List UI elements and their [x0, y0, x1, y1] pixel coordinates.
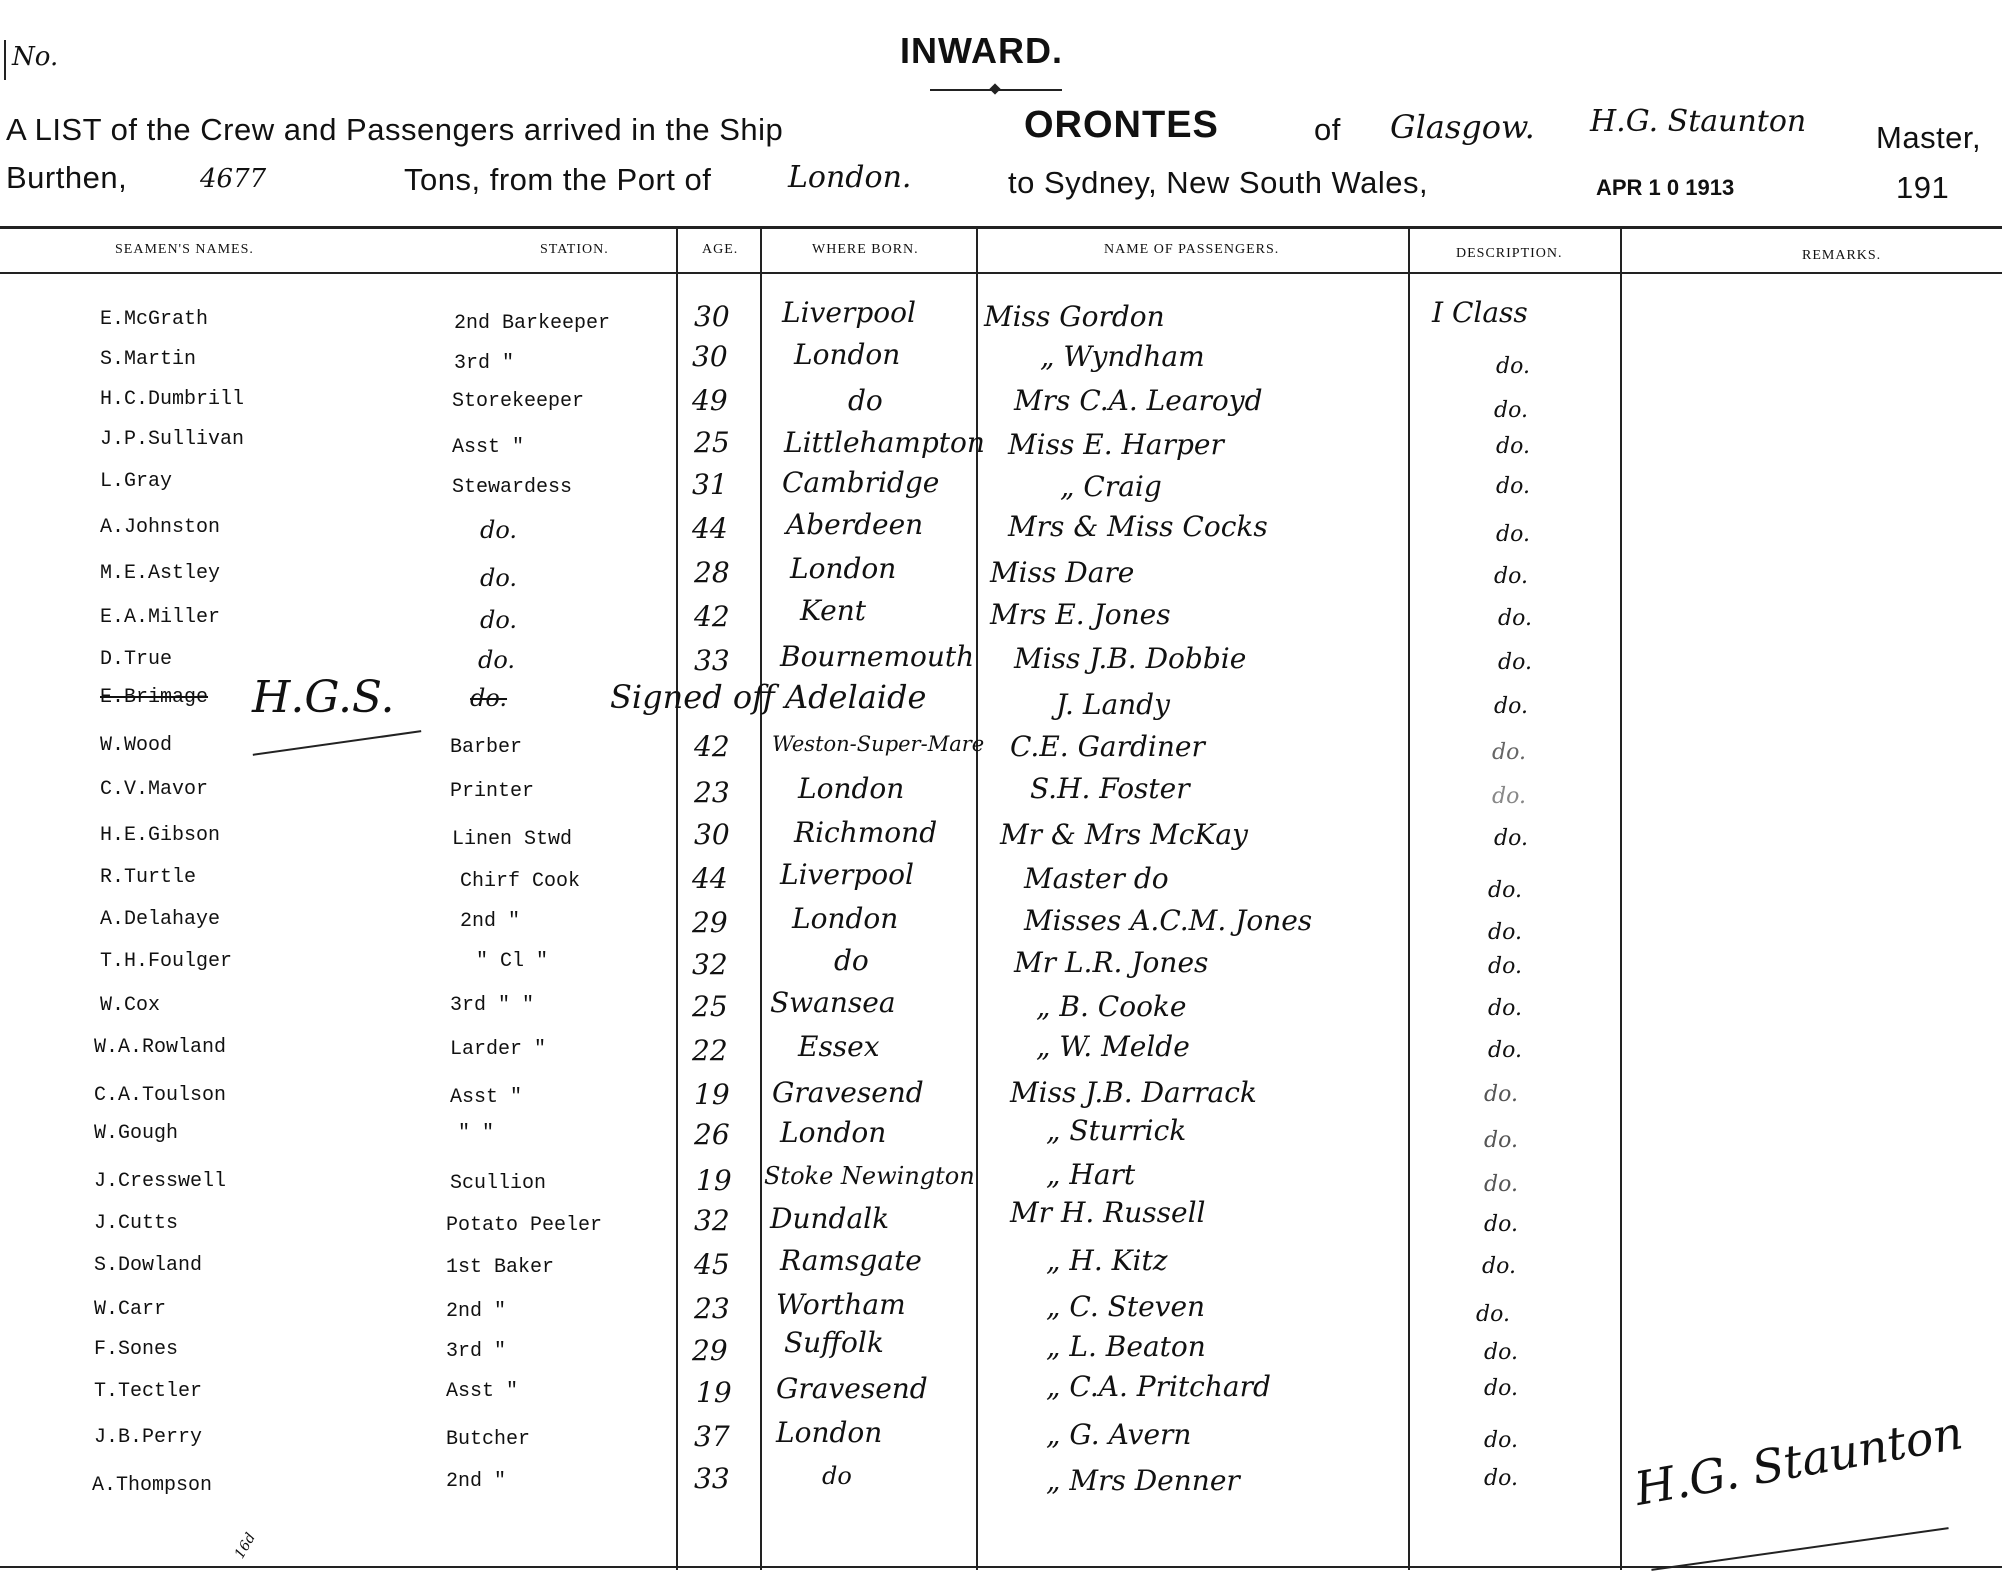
seaman-name: J.B.Perry [94, 1426, 203, 1449]
age: 44 [692, 512, 728, 545]
passenger-name: „ C.A. Pritchard [1046, 1370, 1271, 1403]
passenger-name: „ G. Avern [1046, 1418, 1192, 1451]
age: 42 [694, 730, 730, 763]
station: Scullion [450, 1172, 547, 1195]
birthplace: Weston-Super-Mare [772, 732, 985, 756]
station: 1st Baker [446, 1256, 555, 1279]
description: do. [1494, 398, 1528, 423]
column-header-passengers: NAME OF PASSENGERS. [1104, 242, 1280, 257]
age: 30 [692, 340, 728, 373]
station: Larder " [450, 1038, 547, 1061]
birthplace: London [776, 1416, 883, 1449]
age: 22 [692, 1034, 728, 1067]
age: 33 [694, 644, 730, 677]
description: do. [1484, 1212, 1518, 1237]
passenger-name: Master do [1024, 862, 1169, 895]
description: do. [1484, 1172, 1518, 1197]
description: do. [1482, 1254, 1516, 1279]
seaman-name: C.A.Toulson [94, 1084, 227, 1107]
age: 33 [694, 1462, 730, 1495]
master-label: Master, [1876, 120, 1982, 155]
seaman-name: J.Cutts [94, 1212, 179, 1235]
description: do. [1484, 1428, 1518, 1453]
description: I Class [1432, 296, 1528, 329]
age: 25 [692, 990, 728, 1023]
list-heading: A LIST of the Crew and Passengers arrived in the Ship [6, 112, 784, 147]
station: " Cl " [476, 950, 549, 973]
table-top-rule [0, 226, 2002, 229]
passenger-name: Mr H. Russell [1010, 1196, 1206, 1229]
age: 45 [694, 1248, 730, 1281]
column-header-description: DESCRIPTION. [1456, 246, 1563, 261]
description: do. [1488, 920, 1522, 945]
description: do. [1494, 564, 1528, 589]
birthplace: Richmond [794, 816, 938, 849]
master-name: H.G. Staunton [1590, 104, 1807, 139]
age: 42 [694, 600, 730, 633]
station: Barber [450, 736, 523, 759]
age: 44 [692, 862, 728, 895]
station: 2nd Barkeeper [454, 312, 611, 335]
birthplace: Aberdeen [786, 508, 924, 541]
passenger-name: Mrs E. Jones [990, 598, 1171, 631]
description: do. [1494, 694, 1528, 719]
description: do. [1488, 878, 1522, 903]
station: do. [470, 684, 508, 712]
birthplace: do [848, 384, 883, 417]
birthplace: Swansea [770, 986, 896, 1019]
passenger-name: „ Sturrick [1046, 1114, 1187, 1147]
column-header-where-born: WHERE BORN. [812, 242, 919, 257]
burthen-value: 4677 [200, 164, 267, 194]
station: 3rd " " [450, 994, 535, 1017]
seaman-name: C.V.Mavor [100, 778, 209, 801]
birthplace: Wortham [776, 1288, 906, 1321]
passenger-name: „ B. Cooke [1036, 990, 1187, 1023]
description: do. [1488, 996, 1522, 1021]
seaman-name: L.Gray [100, 470, 173, 493]
passenger-name: Miss J.B. Darrack [1010, 1076, 1257, 1109]
seaman-name: T.Tectler [94, 1380, 203, 1403]
passenger-name: Mr L.R. Jones [1014, 946, 1209, 979]
birthplace: London [792, 902, 899, 935]
age: 25 [694, 426, 730, 459]
master-signature: H.G. Staunton [1630, 1405, 1967, 1516]
seaman-name: J.P.Sullivan [100, 428, 245, 451]
column-divider [1408, 227, 1410, 1570]
passenger-name: J. Landy [1056, 688, 1170, 721]
station: do. [480, 606, 518, 634]
description: do. [1496, 474, 1530, 499]
age: 37 [694, 1420, 730, 1453]
seaman-name: W.Wood [100, 734, 173, 757]
birthplace: London [790, 552, 897, 585]
birthplace: Cambridge [782, 466, 940, 499]
age: 49 [692, 384, 728, 417]
passenger-name: „ Mrs Denner [1046, 1464, 1240, 1497]
destination-label: to Sydney, New South Wales, [1008, 165, 1429, 200]
year-prefix: 191 [1896, 170, 1950, 205]
passenger-name: Miss Dare [990, 556, 1135, 589]
title-rule-diamond [989, 83, 1000, 94]
margin-rule [4, 40, 6, 80]
description: do. [1484, 1128, 1518, 1153]
seaman-name: W.Cox [100, 994, 161, 1017]
description: do. [1494, 826, 1528, 851]
age: 19 [696, 1164, 732, 1197]
station: Printer [450, 780, 535, 803]
description: do. [1496, 354, 1530, 379]
age: 19 [696, 1376, 732, 1409]
station: Stewardess [452, 476, 573, 499]
seaman-name: E.McGrath [100, 308, 209, 331]
passenger-name: „ Hart [1046, 1158, 1136, 1191]
description: do. [1488, 1038, 1522, 1063]
passenger-name: Misses A.C.M. Jones [1024, 904, 1313, 937]
birthplace: Stoke Newington [764, 1162, 975, 1190]
seaman-name: F.Sones [94, 1338, 179, 1361]
initials-signature: H.G.S. [252, 672, 395, 723]
column-divider [760, 227, 762, 1570]
passenger-name: S.H. Foster [1030, 772, 1190, 805]
station: " " [458, 1122, 495, 1145]
passenger-name: Mrs C.A. Learoyd [1014, 384, 1263, 417]
birthplace: Gravesend [776, 1372, 928, 1405]
seaman-name: W.Gough [94, 1122, 179, 1145]
seaman-name: D.True [100, 648, 173, 671]
seaman-name: M.E.Astley [100, 562, 221, 585]
age: 29 [692, 1334, 728, 1367]
age: 30 [694, 818, 730, 851]
age: 31 [692, 468, 728, 501]
station: Asst " [450, 1086, 523, 1109]
station: 2nd " [446, 1300, 507, 1323]
birthplace: Liverpool [780, 858, 914, 891]
station: 2nd " [446, 1470, 507, 1493]
birthplace-note: Signed off Adelaide [610, 678, 927, 716]
table-bottom-rule [0, 1566, 2002, 1568]
footer-mark: 16d [231, 1530, 260, 1562]
port-of-registry: Glasgow. [1390, 108, 1535, 146]
station: do. [480, 516, 518, 544]
ship-name: ORONTES [1024, 104, 1219, 146]
description: do. [1496, 522, 1530, 547]
birthplace: Kent [800, 594, 867, 627]
seaman-name: E.A.Miller [100, 606, 221, 629]
signature-underline [1651, 1527, 1948, 1571]
station: Storekeeper [452, 390, 585, 413]
birthplace: Ramsgate [780, 1244, 922, 1277]
description: do. [1492, 740, 1526, 765]
birthplace: Gravesend [772, 1076, 924, 1109]
passenger-name: Miss J.B. Dobbie [1014, 642, 1247, 675]
column-divider [676, 227, 678, 1570]
description: do. [1496, 434, 1530, 459]
age: 30 [694, 300, 730, 333]
description: do. [1492, 784, 1526, 809]
header-bottom-rule [0, 272, 2002, 274]
birthplace: London [798, 772, 905, 805]
seaman-name: A.Delahaye [100, 908, 221, 931]
birthplace: Littlehampton [784, 426, 985, 459]
birthplace: Liverpool [782, 296, 916, 329]
description: do. [1484, 1466, 1518, 1491]
station: Butcher [446, 1428, 531, 1451]
passenger-name: „ H. Kitz [1046, 1244, 1168, 1277]
station: Potato Peeler [446, 1214, 603, 1237]
seaman-name: H.C.Dumbrill [100, 388, 245, 411]
age: 28 [694, 556, 730, 589]
station: 3rd " [446, 1340, 507, 1363]
age: 23 [694, 1292, 730, 1325]
station: Linen Stwd [452, 828, 573, 851]
column-header-station: STATION. [540, 242, 609, 257]
seaman-name: J.Cresswell [94, 1170, 227, 1193]
birthplace: Dundalk [770, 1202, 890, 1235]
document-title: INWARD. [900, 30, 1063, 71]
date-stamp: APR 1 0 1913 [1596, 175, 1735, 200]
column-header-seamen: SEAMEN'S NAMES. [115, 242, 254, 257]
seaman-name: W.Carr [94, 1298, 167, 1321]
description: do. [1484, 1340, 1518, 1365]
age: 26 [694, 1118, 730, 1151]
description: do. [1476, 1302, 1510, 1327]
column-divider [1620, 227, 1622, 1570]
signature-underline [253, 730, 422, 756]
age: 23 [694, 776, 730, 809]
station: Asst " [446, 1380, 519, 1403]
seaman-name: T.H.Foulger [100, 950, 233, 973]
birthplace: do [834, 944, 869, 977]
seaman-name: A.Johnston [100, 516, 221, 539]
birthplace: Suffolk [784, 1326, 884, 1359]
description: do. [1484, 1082, 1518, 1107]
column-header-remarks: REMARKS. [1802, 248, 1882, 263]
station: Asst " [452, 436, 525, 459]
passenger-name: „ Craig [1060, 470, 1162, 503]
description: do. [1488, 954, 1522, 979]
passenger-name: Miss E. Harper [1008, 428, 1224, 461]
description: do. [1498, 606, 1532, 631]
station: do. [478, 646, 516, 674]
number-label: No. [12, 42, 59, 72]
birthplace: London [780, 1116, 887, 1149]
column-header-age: AGE. [702, 242, 739, 257]
seaman-name: E.Brimage [100, 686, 209, 709]
station: 3rd " [454, 352, 515, 375]
seaman-name: S.Dowland [94, 1254, 203, 1277]
station: Chirf Cook [460, 870, 581, 893]
passenger-name: Mrs & Miss Cocks [1008, 510, 1268, 543]
birthplace: London [794, 338, 901, 371]
birthplace: do [822, 1462, 852, 1490]
passenger-name: C.E. Gardiner [1010, 730, 1205, 763]
passenger-name: „ W. Melde [1036, 1030, 1190, 1063]
tons-from-port-label: Tons, from the Port of [404, 162, 712, 197]
passenger-name: „ C. Steven [1046, 1290, 1206, 1323]
description: do. [1498, 650, 1532, 675]
birthplace: Bournemouth [780, 640, 975, 673]
seaman-name: A.Thompson [92, 1474, 213, 1497]
age: 32 [694, 1204, 730, 1237]
station: do. [480, 564, 518, 592]
seaman-name: H.E.Gibson [100, 824, 221, 847]
age: 32 [692, 948, 728, 981]
from-port: London. [788, 160, 912, 195]
age: 29 [692, 906, 728, 939]
passenger-name: Miss Gordon [984, 300, 1165, 333]
passenger-name: Mr & Mrs McKay [1000, 818, 1248, 851]
station: 2nd " [460, 910, 521, 933]
passenger-name: „ Wyndham [1040, 340, 1205, 373]
birthplace: Essex [798, 1030, 880, 1063]
burthen-label: Burthen, [6, 160, 128, 195]
age: 19 [694, 1078, 730, 1111]
seaman-name: R.Turtle [100, 866, 197, 889]
description: do. [1484, 1376, 1518, 1401]
of-label: of [1314, 112, 1341, 147]
seaman-name: S.Martin [100, 348, 197, 371]
passenger-name: „ L. Beaton [1046, 1330, 1206, 1363]
seaman-name: W.A.Rowland [94, 1036, 227, 1059]
